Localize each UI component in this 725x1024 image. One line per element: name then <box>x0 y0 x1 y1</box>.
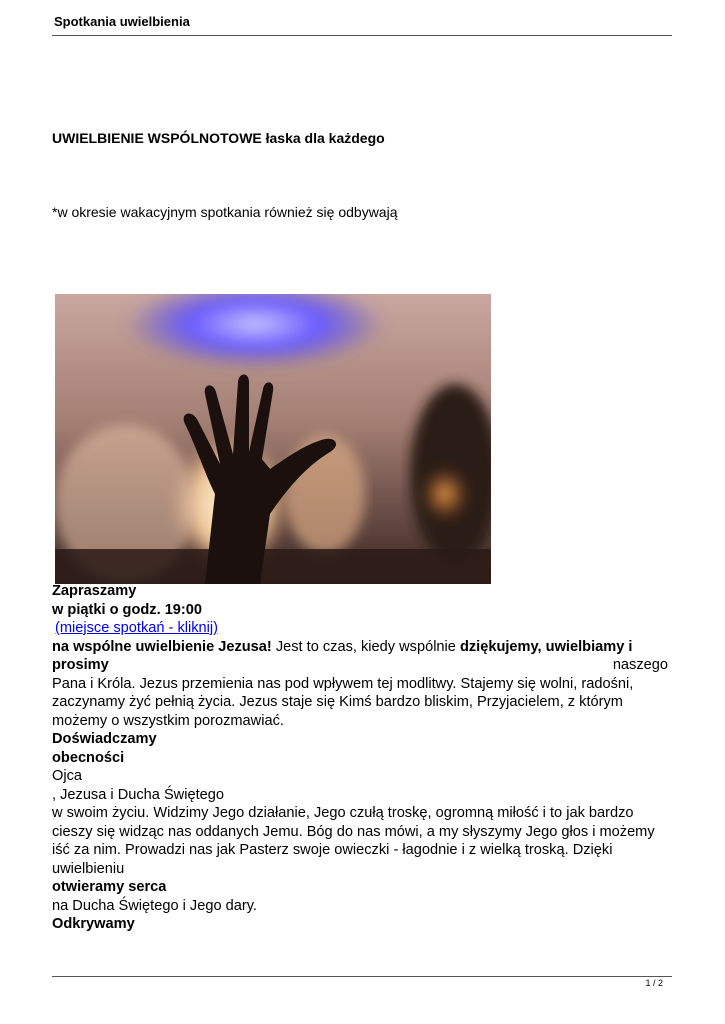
page-number: 1 / 2 <box>645 978 663 988</box>
paragraph-line: na Ducha Świętego i Jego dary. <box>52 897 257 914</box>
paragraph-line: możemy o wszystkim porozmawiać. <box>52 712 284 729</box>
ours-text: naszego <box>612 657 668 673</box>
header-divider <box>52 35 672 36</box>
invite-bold: na wspólne uwielbienie Jezusa! <box>52 638 272 655</box>
summer-note: *w okresie wakacyjnym spotkania również się odbywają <box>52 204 398 220</box>
meeting-place-link[interactable]: (miejsce spotkań - kliknij) <box>55 620 219 636</box>
body-text <box>52 582 668 934</box>
paragraph-line: w swoim życiu. Widzimy Jego działanie, Jego czułą troskę, ogromną miłość i to jak bardzo <box>52 805 634 821</box>
raised-hand-photo <box>55 294 491 584</box>
paragraph-line: iść za nim. Prowadzi nas jak Pasterz swoje owieczki - łagodnie i z wielką troską. Dzięki <box>52 842 613 858</box>
open-hearts-heading: otwieramy serca <box>52 879 167 895</box>
document-header-title: Spotkania uwielbienia <box>54 14 190 29</box>
discover-heading: Odkrywamy <box>52 916 135 932</box>
time-line: w piątki o godz. 19:00 <box>52 601 203 618</box>
paragraph-line: cieszy się widząc nas oddanych Jemu. Bóg do nas mówi, a my słyszymy Jego głos i możemy <box>52 823 655 840</box>
presence-heading: obecności <box>52 749 125 766</box>
raised-hand-worship-photo-icon <box>55 294 491 584</box>
footer-divider <box>52 976 672 977</box>
experience-heading: Doświadczamy <box>52 731 157 747</box>
ask-bold: prosimy <box>52 657 109 673</box>
invite-line: Zapraszamy <box>52 583 137 599</box>
page-heading: UWIELBIENIE WSPÓLNOTOWE łaska dla każdego <box>52 130 385 146</box>
paragraph-line: zaczynamy żyć pełnią życia. Jezus staje się Kimś bardzo bliskim, Przyjacielem, z którym <box>52 694 623 710</box>
paragraph-line: Pana i Króla. Jezus przemienia nas pod wpływem tej modlitwy. Stajemy się wolni, radośni, <box>52 675 634 692</box>
paragraph-line: , Jezusa i Ducha Świętego <box>52 786 224 803</box>
invite-text: Jest to czas, kiedy wspólnie <box>271 638 460 655</box>
paragraph-line: uwielbieniu <box>52 860 125 877</box>
paragraph-line: Ojca <box>52 768 83 784</box>
thanks-bold: dziękujemy, uwielbiamy i <box>459 638 633 655</box>
